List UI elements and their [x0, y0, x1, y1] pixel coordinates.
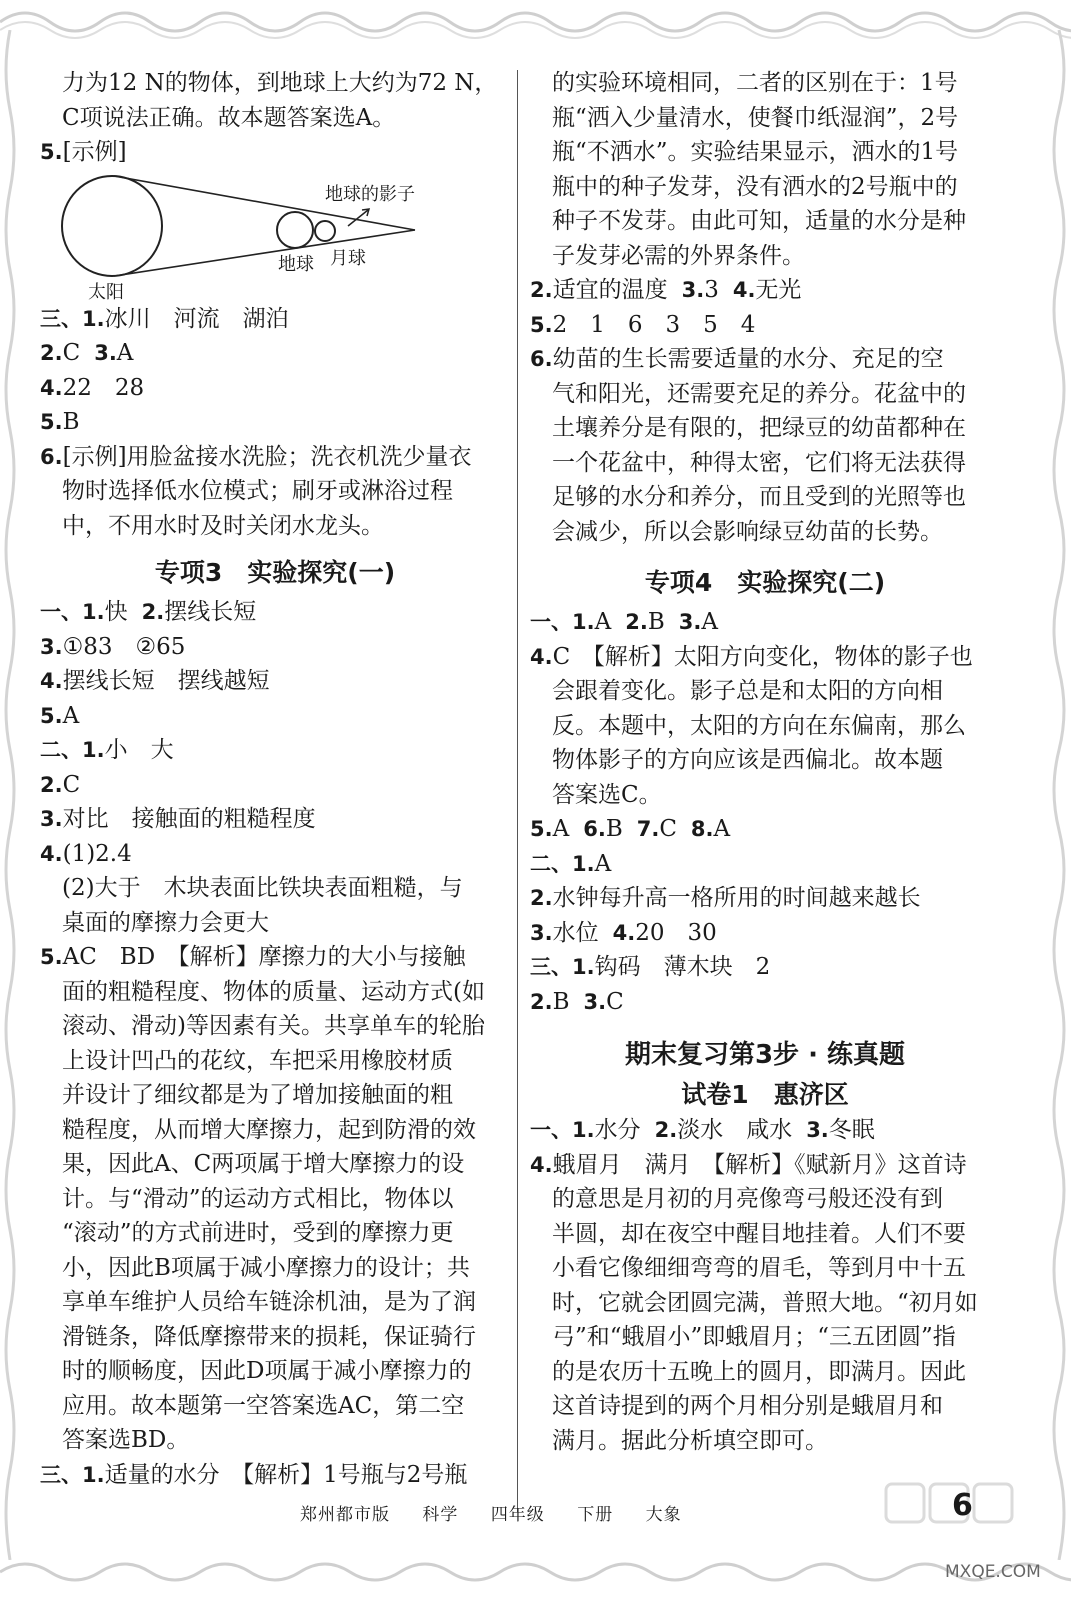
question-number: 3. — [583, 989, 607, 1014]
answer-text: 适宜的温度 — [552, 277, 668, 303]
question-number: 三、1. — [40, 1462, 105, 1487]
question-number: 3. — [530, 920, 553, 945]
question-number: 2. — [40, 772, 63, 797]
answer-text: C — [659, 816, 677, 842]
answer-line: 足够的水分和养分，而且受到的光照等也 — [552, 484, 966, 510]
question-number: 一、1. — [40, 600, 105, 624]
question-number: 2. — [40, 341, 63, 365]
answer-line: 一个花盆中，种得太密，它们将无法获得 — [552, 449, 966, 476]
decorative-border-left — [0, 30, 26, 1560]
answer-text: 20 30 — [635, 919, 717, 946]
answer-line: C项说法正确。故本题答案选A。 — [62, 104, 396, 131]
answer-line: 享单车维护人员给车链涂机油，是为了润 — [62, 1289, 476, 1315]
question-number: 2. — [530, 989, 553, 1014]
answer-line: 面的粗糙程度、物体的质量、运动方式(如 — [62, 978, 485, 1005]
answer-line: 滚动、滑动)等因素有关。共享单车的轮胎 — [62, 1013, 485, 1039]
answer-line: 上设计凹凸的花纹，车把采用橡胶材质 — [62, 1047, 453, 1074]
footer-subject: 科学 — [422, 1505, 459, 1525]
footer-volume: 下册 — [577, 1505, 614, 1525]
label-moon: 月球 — [330, 247, 366, 269]
question-number: 2. — [625, 610, 648, 634]
label-sun: 太阳 — [88, 281, 124, 303]
question-number: 6. — [40, 444, 63, 469]
question-number: 二、1. — [530, 851, 595, 876]
answer-text: C — [606, 988, 624, 1015]
answer-line: 答案选C。 — [552, 781, 662, 808]
question-number: 4. — [40, 669, 63, 693]
question-number: 5. — [40, 410, 63, 434]
question-number: 2. — [141, 600, 165, 624]
answer-line: 中，不用水时及时关闭水龙头。 — [62, 512, 384, 539]
question-number: 3. — [40, 807, 63, 831]
question-number: 2. — [530, 278, 553, 302]
question-number: 8. — [690, 817, 714, 841]
question-number: 6. — [530, 347, 553, 371]
footer-brand: 大象 — [645, 1505, 682, 1525]
answer-line: 会跟着变化。影子总是和太阳的方向相 — [552, 678, 943, 704]
answer-text: [示例]用脸盆接水洗脸；洗衣机洗少量衣 — [62, 443, 472, 470]
answer-text: 小 大 — [104, 737, 174, 763]
answer-line: 半圆，却在夜空中醒目地挂着。人们不要 — [552, 1220, 966, 1247]
question-number: 2. — [654, 1118, 678, 1142]
answer-line: 种子不发芽。由此可知，适量的水分是种 — [552, 208, 966, 234]
answer-text: A — [701, 609, 718, 635]
answer-line: 土壤养分是有限的，把绿豆的幼苗都种在 — [552, 415, 966, 441]
watermark-logo-icon — [880, 1470, 1020, 1570]
section-title-4: 专项4 实验探究(二) — [644, 568, 886, 597]
answer-text: A — [116, 340, 134, 366]
page-footer — [300, 1500, 708, 1525]
answer-text: 冬眠 — [828, 1117, 875, 1143]
answer-text: (1)2.4 — [62, 840, 132, 867]
answer-text: A — [594, 609, 612, 635]
answer-text: 摆线长短 — [164, 599, 257, 625]
right-column — [530, 66, 1000, 1458]
answer-text: B — [62, 409, 80, 435]
earth-circle — [277, 212, 313, 248]
label-earth-shadow: 地球的影子 — [325, 183, 415, 205]
answer-text: ①83 ②65 — [62, 633, 186, 660]
answer-line: 的意思是月初的月亮像弯弓般还没有到 — [552, 1186, 943, 1212]
answer-text: 水钟每升高一格所用的时间越来越长 — [552, 885, 921, 911]
answer-line: 应用。故本题第一空答案选AC，第二空 — [62, 1392, 465, 1419]
question-number: 3. — [681, 278, 705, 302]
answer-line: 瓶中的种子发芽，没有洒水的2号瓶中的 — [552, 173, 958, 200]
answer-text: 水分 — [594, 1117, 641, 1143]
question-number: 一、1. — [530, 610, 595, 634]
answer-text: B — [605, 816, 623, 842]
question-number: 5. — [40, 703, 63, 728]
answer-line: (2)大于 木块表面比铁块表面粗糙，与 — [62, 875, 463, 901]
answer-line: 这首诗提到的两个月相分别是蛾眉月和 — [552, 1393, 943, 1419]
question-number: 4. — [530, 1152, 553, 1177]
question-number: 三、1. — [40, 306, 105, 331]
question-number: 4. — [40, 841, 63, 866]
question-number: 4. — [40, 375, 63, 400]
answer-line: 弓”和“蛾眉小”即蛾眉月；“三五团圆”指 — [552, 1324, 956, 1350]
answer-line: 力为12 N的物体，到地球上大约为72 N， — [62, 70, 498, 96]
question-number: 3. — [40, 634, 63, 659]
answer-text: 冰川 河流 湖泊 — [104, 305, 289, 332]
paper-title: 试卷1 惠济区 — [681, 1080, 849, 1109]
answer-text: A — [594, 850, 612, 877]
answer-line: 并设计了细纹都是为了增加接触面的粗 — [62, 1082, 453, 1108]
answer-text: C 【解析】太阳方向变化，物体的影子也 — [552, 643, 973, 670]
left-column — [40, 66, 510, 1492]
question-number: 5. — [40, 140, 63, 164]
question-number: 6. — [583, 817, 606, 841]
answer-text: A — [713, 816, 731, 842]
answer-line: 时，它就会团圆完满，普照大地。“初月如 — [552, 1289, 978, 1316]
answer-text: 无光 — [755, 277, 802, 303]
exam-section-title: 期末复习第3步 · 练真题 — [624, 1040, 906, 1070]
answer-text: 对比 接触面的粗糙程度 — [62, 806, 316, 832]
answer-line: 糙程度，从而增大摩擦力，起到防滑的效 — [62, 1116, 476, 1143]
question-number: 4. — [612, 920, 636, 945]
question-number: 7. — [636, 817, 660, 841]
answer-text: 快 — [104, 599, 128, 625]
answer-text: 22 28 — [62, 374, 145, 401]
answer-line: 物时选择低水位模式；刷牙或淋浴过程 — [62, 478, 453, 504]
answer-text: A — [552, 816, 570, 842]
footer-edition: 郑州都市版 — [300, 1505, 390, 1525]
question-number: 3. — [678, 610, 702, 634]
decorative-border-right — [1045, 30, 1071, 1560]
question-number: 一、1. — [530, 1118, 595, 1142]
answer-line: “滚动”的方式前进时，受到的摩擦力更 — [62, 1220, 454, 1246]
question-number: 二、1. — [40, 738, 105, 762]
answer-line: 桌面的摩擦力会更大 — [62, 909, 269, 936]
answer-line: 气和阳光，还需要充足的养分。花盆中的 — [552, 380, 966, 407]
answer-text: 淡水 咸水 — [677, 1117, 793, 1143]
answer-text: 摆线长短 摆线越短 — [62, 668, 270, 694]
answer-text: AC BD 【解析】摩擦力的大小与接触 — [62, 944, 466, 970]
answer-line: 小，因此B项属于减小摩擦力的设计；共 — [62, 1254, 470, 1281]
question-number: 3. — [806, 1118, 829, 1142]
answer-text: 2 1 6 3 5 4 — [552, 311, 756, 338]
answer-line: 时的顺畅度，因此D项属于减小摩擦力的 — [62, 1358, 472, 1384]
answer-line: 会减少，所以会影响绿豆幼苗的长势。 — [552, 518, 943, 545]
watermark-text: MXQE.COM — [945, 1562, 1041, 1582]
question-number: 3. — [94, 341, 117, 365]
answer-text: 适量的水分 【解析】1号瓶与2号瓶 — [104, 1461, 468, 1488]
column-divider — [517, 70, 518, 1512]
answer-text: C — [62, 771, 81, 798]
answer-line: 的是农历十五晚上的圆月，即满月。因此 — [552, 1358, 966, 1385]
sun-earth-moon-diagram — [40, 170, 510, 302]
question-number: 2. — [530, 886, 553, 910]
answer-text: 水位 — [552, 919, 599, 946]
answer-line: 答案选BD。 — [62, 1427, 190, 1453]
answer-text: A — [62, 702, 80, 729]
question-number: 三、1. — [530, 955, 595, 979]
answer-text: 钩码 薄木块 2 — [594, 954, 771, 980]
answer-text: 蛾眉月 满月 【解析】《赋新月》这首诗 — [552, 1151, 967, 1178]
answer-line: 计。与“滑动”的运动方式相比，物体以 — [62, 1185, 454, 1212]
answer-text: B — [647, 609, 665, 635]
answer-line: 的实验环境相同，二者的区别在于：1号 — [552, 70, 958, 96]
answer-text: C — [62, 340, 81, 366]
question-number: 4. — [732, 278, 756, 302]
shadow-cone-bottom — [114, 230, 415, 276]
question-number: 5. — [530, 817, 553, 841]
answer-line: 满月。据此分析填空即可。 — [552, 1427, 828, 1454]
answer-text: 幼苗的生长需要适量的水分、充足的空 — [552, 346, 944, 372]
answer-line: 瓶“洒入少量清水，使餐巾纸湿润”，2号 — [552, 104, 959, 131]
answer-text: 3 — [704, 277, 719, 303]
answer-text: B — [552, 988, 570, 1015]
footer-grade: 四年级 — [490, 1505, 545, 1525]
answer-line: 物体影子的方向应该是西偏北。故本题 — [552, 747, 943, 773]
decorative-border-top — [0, 0, 1071, 44]
answer-line: 反。本题中，太阳的方向在东偏南，那么 — [552, 712, 966, 739]
answer-line: 子发芽必需的外界条件。 — [552, 242, 805, 269]
question-number: 5. — [530, 312, 553, 337]
answer-line: 瓶“不洒水”。实验结果显示，洒水的1号 — [552, 139, 959, 165]
sun-circle — [62, 176, 162, 276]
answer-line: 小看它像细细弯弯的眉毛，等到月中十五 — [552, 1255, 966, 1281]
page-number: 6 — [952, 1488, 973, 1523]
label-earth: 地球 — [278, 253, 314, 275]
answer-line: 果，因此A、C两项属于增大摩擦力的设 — [62, 1151, 465, 1177]
moon-circle — [315, 221, 335, 241]
question-number: 5. — [40, 945, 63, 969]
question-number: 4. — [530, 644, 553, 669]
section-title-3: 专项3 实验探究(一) — [154, 558, 396, 587]
answer-line: 滑链条，降低摩擦带来的损耗，保证骑行 — [62, 1323, 476, 1350]
answer-text: [示例] — [62, 139, 127, 165]
